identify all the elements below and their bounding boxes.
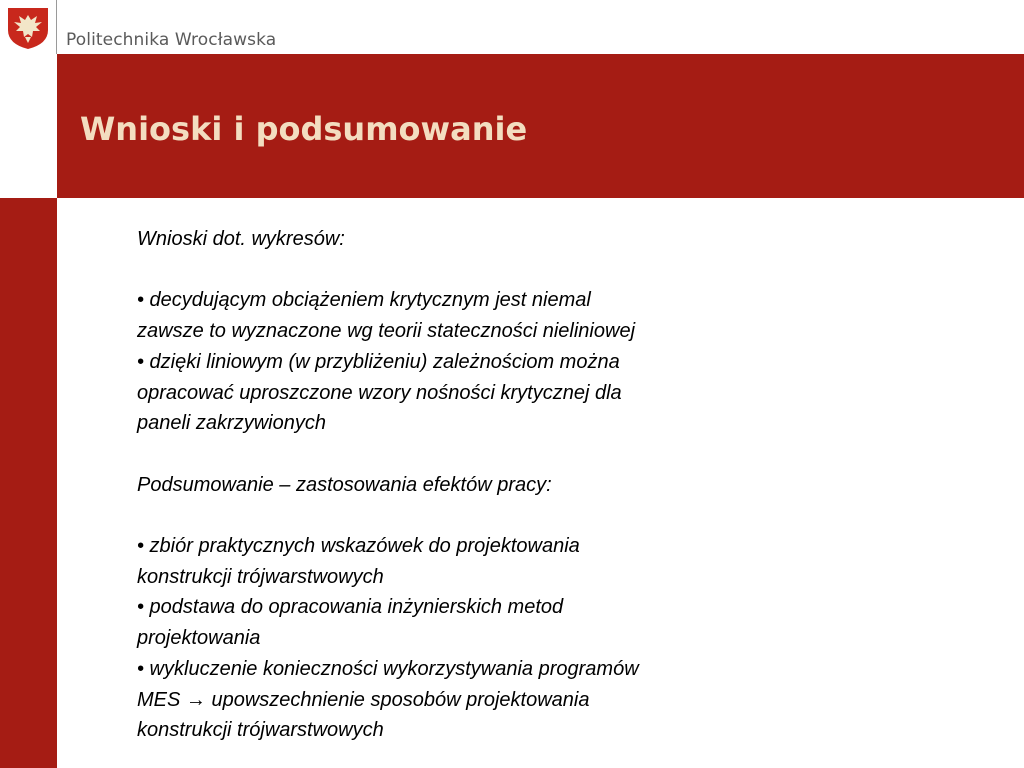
conclusion-bullet-line: zawsze to wyznaczone wg teorii stateczności nieliniowej: [137, 320, 636, 343]
summary-bullet-line: konstrukcji trójwarstwowych: [137, 565, 384, 588]
conclusions-heading: Wnioski dot. wykresów:: [137, 228, 345, 250]
summary-bullet-line: projektowania: [137, 627, 261, 650]
summary-bullet-line: konstrukcji trójwarstwowych: [137, 719, 384, 742]
summary-line-end: upowszechnienie sposobów projektowania: [211, 688, 590, 711]
conclusion-bullet-line: paneli zakrzywionych: [137, 412, 326, 435]
summary-bullet-line: [137, 685, 797, 716]
summary-bullet-line: • zbiór praktycznych wskazówek do projektowania: [137, 534, 580, 557]
summary-bullet-line: • podstawa do opracowania inżynierskich metod: [137, 596, 564, 619]
summary-bullet-line: • wykluczenie konieczności wykorzystywania programów: [137, 657, 639, 680]
right-arrow-icon: →: [185, 688, 206, 711]
org-name: Politechnika Wrocławska: [66, 30, 277, 50]
conclusion-bullet-line: • dzięki liniowym (w przybliżeniu) zależnościom można: [137, 350, 620, 373]
logo-divider: [56, 0, 57, 54]
slide-title: Wnioski i podsumowanie: [80, 110, 528, 148]
summary-heading: Podsumowanie – zastosowania efektów pracy:: [137, 473, 552, 496]
conclusion-bullet-line: • decydującym obciążeniem krytycznym jest niemal: [137, 289, 591, 312]
slide-body: [137, 224, 797, 746]
left-accent-stripe: [0, 198, 57, 768]
eagle-crest-icon: [6, 6, 50, 50]
summary-mes-text: MES: [137, 688, 181, 711]
conclusion-bullet-line: opracować uproszczone wzory nośności krytycznej dla: [137, 381, 622, 404]
